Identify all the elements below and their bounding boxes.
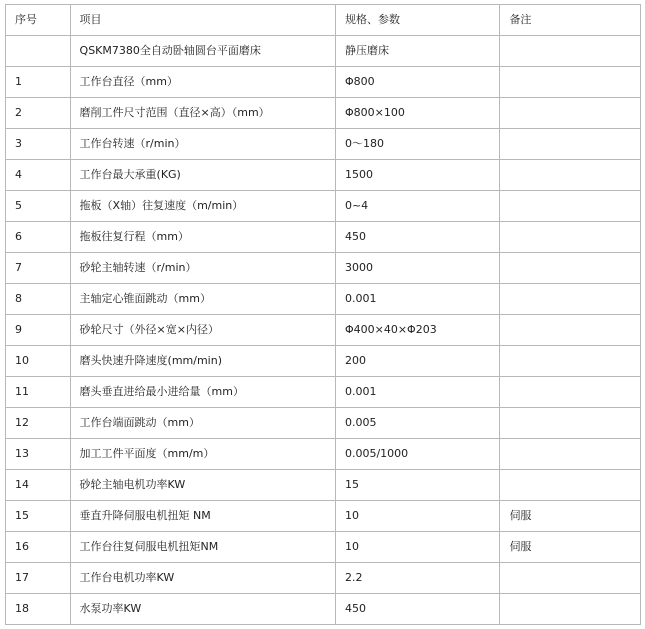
row-note [500,191,641,222]
row-spec: 0.001 [335,284,499,315]
table-row [6,377,641,408]
row-no: 3 [6,129,71,160]
table-row [6,284,641,315]
row-spec: 2.2 [335,563,499,594]
row-no: 18 [6,594,71,625]
row-item: 工作台最大承重(KG) [70,160,335,191]
table-row [6,470,641,501]
row-no: 2 [6,98,71,129]
row-note [500,594,641,625]
row-item: 工作台端面跳动（mm） [70,408,335,439]
row-note [500,222,641,253]
model-no [6,36,71,67]
table-row [6,253,641,284]
table-row [6,98,641,129]
row-no: 8 [6,284,71,315]
table-row [6,501,641,532]
row-no: 9 [6,315,71,346]
row-spec: 10 [335,532,499,563]
table-row [6,191,641,222]
model-row [6,36,641,67]
row-item: 主轴定心锥面跳动（mm） [70,284,335,315]
row-item: 加工工件平面度（mm/m） [70,439,335,470]
model-name: QSKM7380全自动卧轴圆台平面磨床 [70,36,335,67]
header-note: 备注 [500,5,641,36]
table-row [6,594,641,625]
row-spec: Φ800 [335,67,499,98]
spec-table [5,4,641,625]
row-spec: 0.001 [335,377,499,408]
row-item: 工作台往复伺服电机扭矩NM [70,532,335,563]
header-row [6,5,641,36]
row-note [500,129,641,160]
row-note [500,253,641,284]
row-no: 4 [6,160,71,191]
row-item: 砂轮主轴电机功率KW [70,470,335,501]
row-no: 5 [6,191,71,222]
row-no: 1 [6,67,71,98]
row-item: 水泵功率KW [70,594,335,625]
table-row [6,439,641,470]
model-type: 静压磨床 [335,36,499,67]
row-spec: 450 [335,594,499,625]
table-row [6,129,641,160]
row-no: 14 [6,470,71,501]
row-note [500,346,641,377]
row-no: 10 [6,346,71,377]
table-row [6,160,641,191]
row-spec: 0～180 [335,129,499,160]
row-note [500,67,641,98]
row-item: 工作台直径（mm） [70,67,335,98]
row-note [500,98,641,129]
row-no: 11 [6,377,71,408]
header-item: 项目 [70,5,335,36]
table-row [6,67,641,98]
row-no: 15 [6,501,71,532]
row-item: 工作台电机功率KW [70,563,335,594]
row-note [500,160,641,191]
row-spec: Φ800×100 [335,98,499,129]
row-no: 7 [6,253,71,284]
row-item: 垂直升降伺服电机扭矩 NM [70,501,335,532]
row-note [500,470,641,501]
row-no: 13 [6,439,71,470]
row-note [500,284,641,315]
row-spec: 0~4 [335,191,499,222]
row-note [500,563,641,594]
table-row [6,315,641,346]
row-no: 12 [6,408,71,439]
row-note [500,315,641,346]
row-item: 拖板往复行程（mm） [70,222,335,253]
table-row [6,532,641,563]
row-no: 6 [6,222,71,253]
row-item: 工作台转速（r/min） [70,129,335,160]
row-note: 伺服 [500,501,641,532]
table-row [6,222,641,253]
row-item: 拖板（X轴）往复速度（m/min） [70,191,335,222]
row-spec: 1500 [335,160,499,191]
row-no: 17 [6,563,71,594]
row-item: 磨削工件尺寸范围（直径×高）（mm） [70,98,335,129]
row-item: 砂轮主轴转速（r/min） [70,253,335,284]
row-spec: Φ400×40×Φ203 [335,315,499,346]
header-spec: 规格、参数 [335,5,499,36]
model-note [500,36,641,67]
table-row [6,408,641,439]
row-spec: 0.005/1000 [335,439,499,470]
header-no: 序号 [6,5,71,36]
table-body [6,5,641,625]
row-note [500,408,641,439]
row-item: 磨头快速升降速度(mm/min) [70,346,335,377]
row-spec: 3000 [335,253,499,284]
row-spec: 0.005 [335,408,499,439]
row-spec: 10 [335,501,499,532]
row-spec: 450 [335,222,499,253]
row-item: 磨头垂直进给最小进给量（mm） [70,377,335,408]
row-spec: 200 [335,346,499,377]
table-row [6,563,641,594]
row-note [500,439,641,470]
row-no: 16 [6,532,71,563]
row-item: 砂轮尺寸（外径×宽×内径） [70,315,335,346]
table-row [6,346,641,377]
row-note: 伺服 [500,532,641,563]
row-spec: 15 [335,470,499,501]
row-note [500,377,641,408]
